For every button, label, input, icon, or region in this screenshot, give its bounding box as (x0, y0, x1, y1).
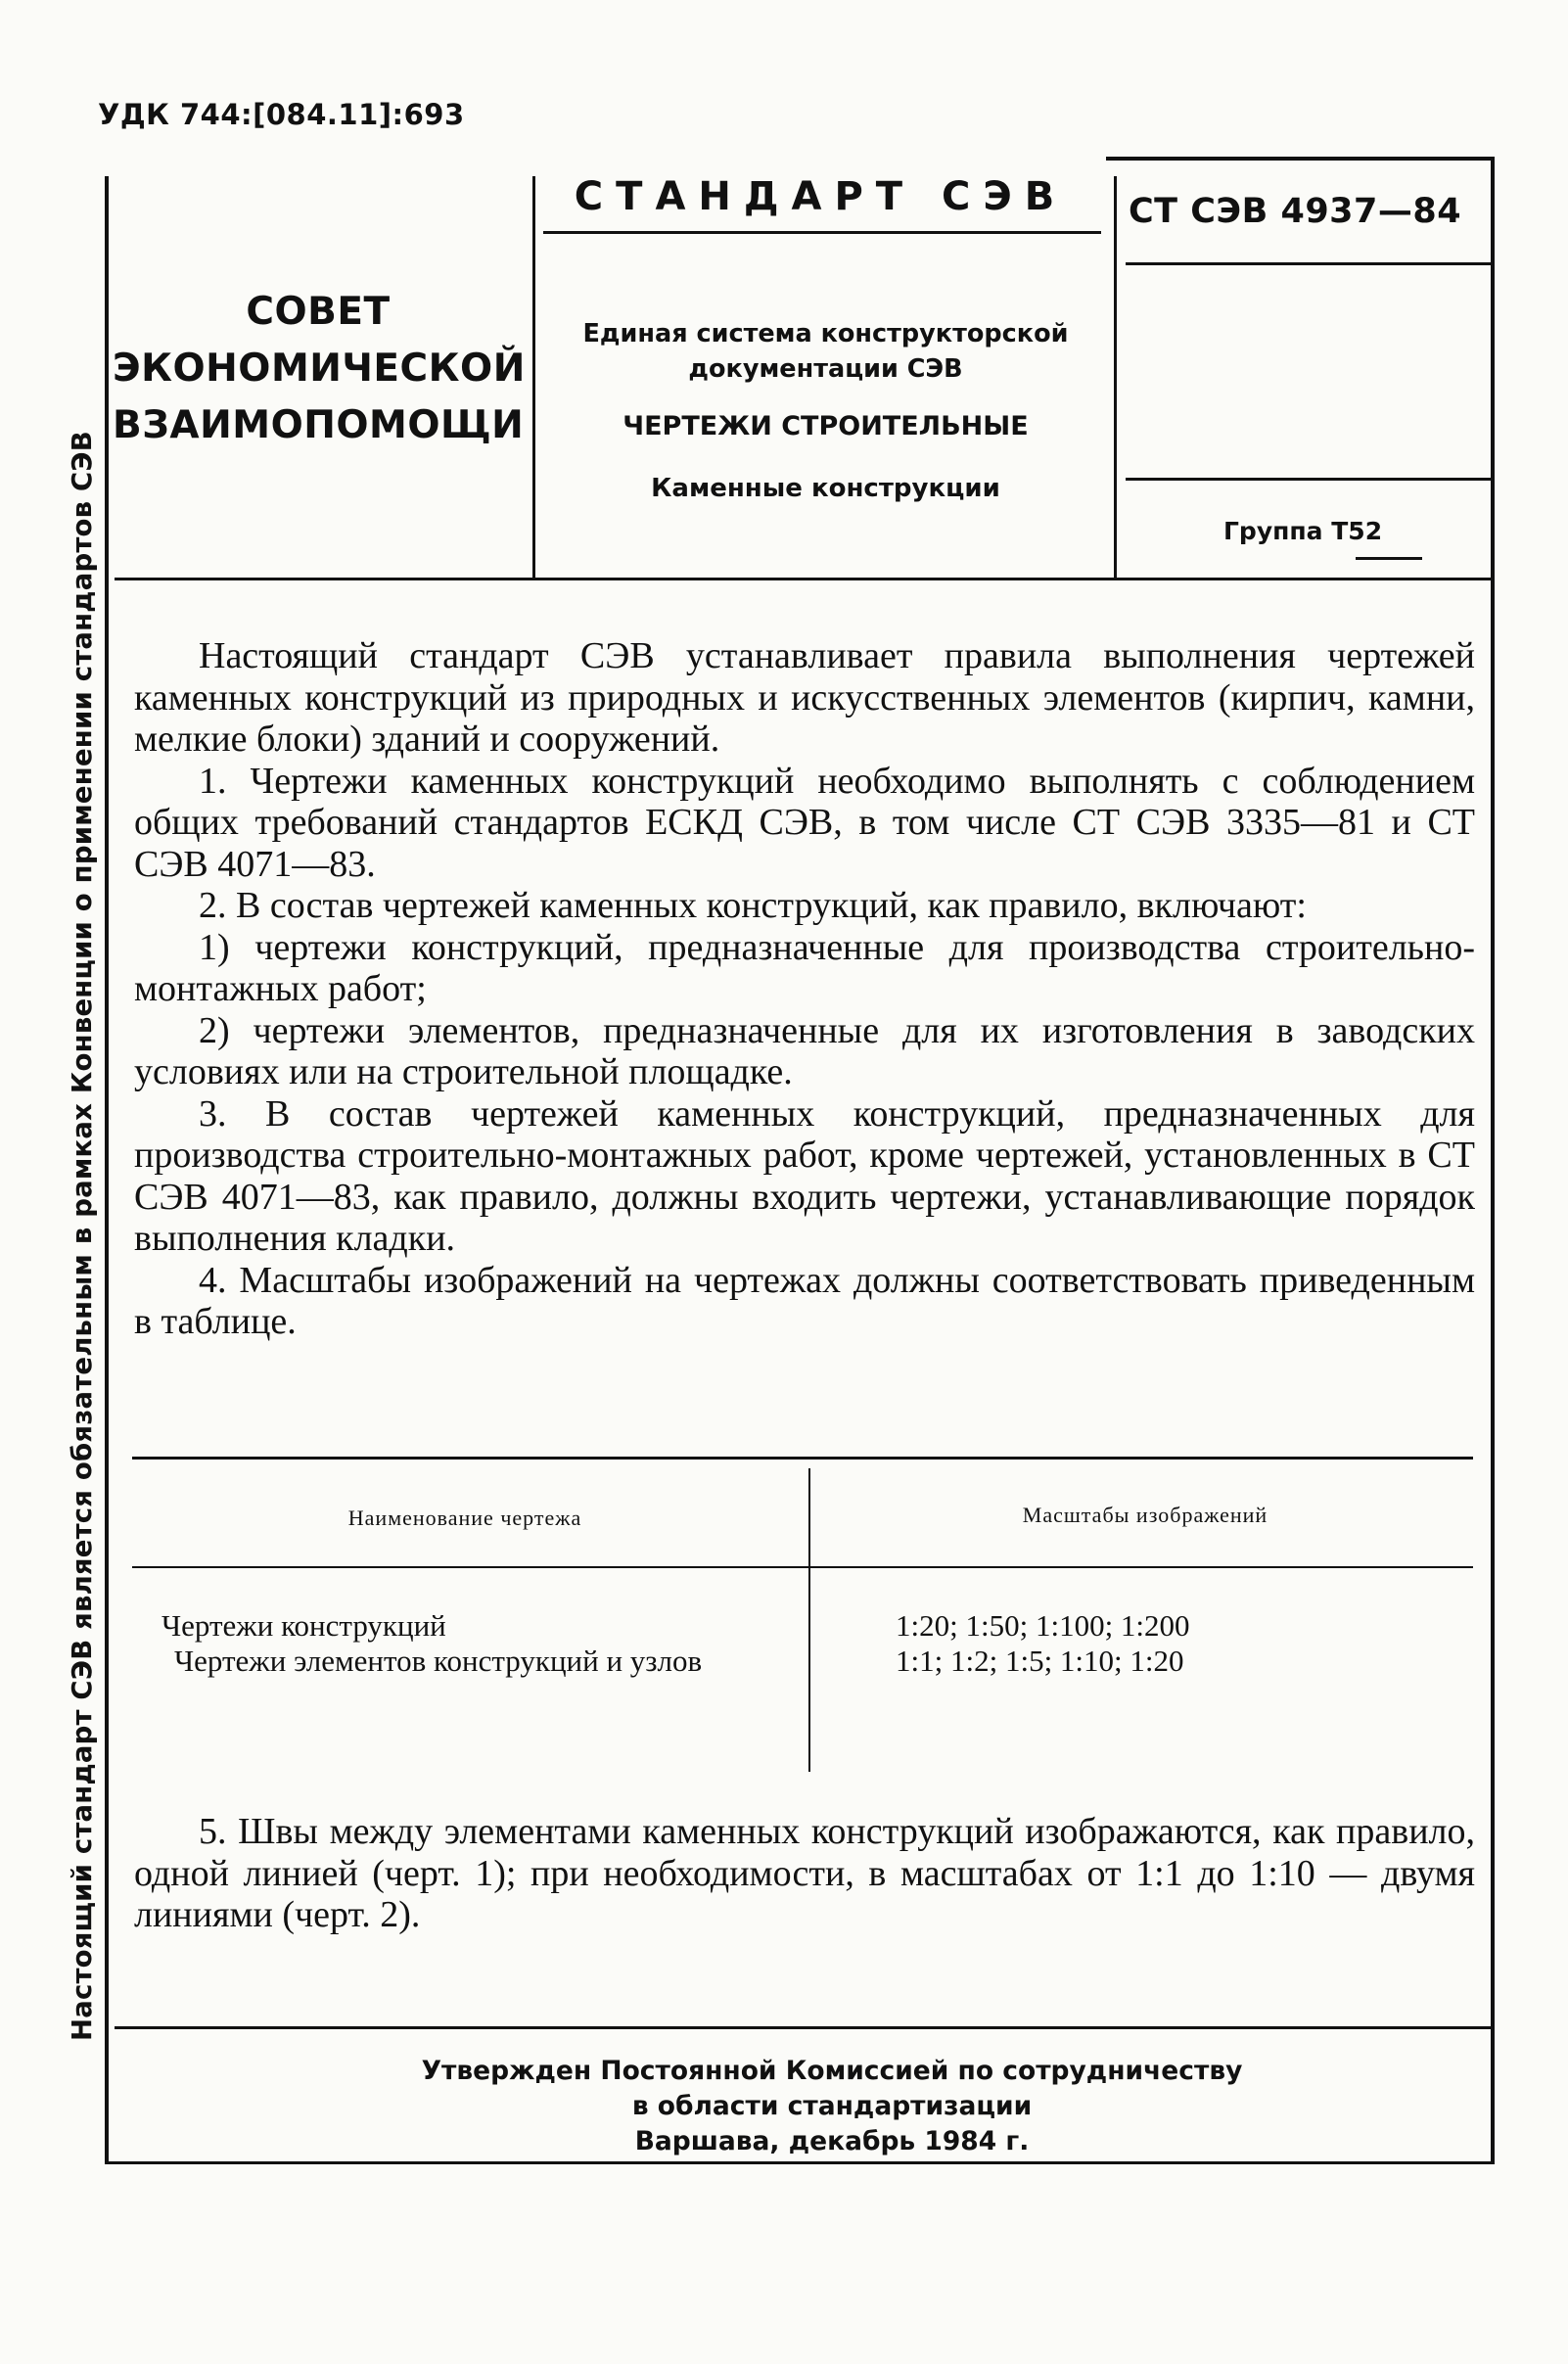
table-header-name: Наименование чертежа (347, 1506, 582, 1530)
table-cell-scales: 1:20; 1:50; 1:100; 1:200 (896, 1608, 1190, 1643)
frame-right-border (1491, 157, 1495, 2163)
table-top-line (132, 1457, 1473, 1460)
code-underline (1126, 262, 1491, 265)
standard-subtitle: Каменные конструкции (651, 474, 1000, 503)
group-underline (1356, 557, 1422, 560)
paragraph-2: 2. В состав чертежей каменных конструкций, как правило, включают: (199, 885, 1307, 926)
header-divider-2 (1114, 176, 1117, 578)
table-row: Чертежи конструкций (161, 1608, 446, 1643)
udk-code: УДК 744:[084.11]:693 (98, 98, 465, 131)
group-top-line (1126, 478, 1491, 481)
paragraph-2-2: 2) чертежи элементов, предназначенные для их изготовления в заводских условиях или на строительной площадке. (134, 1009, 1475, 1092)
standard-code: СТ СЭВ 4937—84 (1129, 192, 1462, 231)
standard-title: СТАНДАРТ СЭВ (574, 174, 1068, 219)
system-name: Единая система конструкторской документации СЭВ (582, 319, 1069, 384)
paragraph-5: 5. Швы между элементами каменных конструкций изображаются, как правило, одной линией (черт. 1); при необходимости, в масштабах от 1:1 до 1:10 — двумя линиями (черт. 2). (134, 1811, 1475, 1935)
body-text (134, 635, 1475, 1343)
table-row: Чертежи элементов конструкций и узлов (174, 1644, 703, 1678)
frame-top-right-line (1106, 157, 1495, 161)
vertical-side-note: Настоящий стандарт СЭВ является обязательным в рамках Конвенции о применении стандартов СЭВ (67, 431, 98, 2041)
table-column-divider (808, 1468, 810, 1772)
header-divider-1 (532, 176, 535, 578)
group-label: Группа Т52 (1223, 517, 1383, 545)
paragraph-2-1: 1) чертежи конструкций, предназначенные для производства строительно-монтажных работ; (134, 926, 1475, 1009)
body-text-after-table (134, 1811, 1475, 1936)
paragraph-3: 3. В состав чертежей каменных конструкций, предназначенных для производства строительно-монтажных работ, кроме чертежей, установленных в СТ СЭВ 4071—83, как правило, должны входить чертежи, устанавливающие порядок выполнения кладки. (134, 1092, 1475, 1259)
paragraph-1: 1. Чертежи каменных конструкций необходимо выполнять с соблюдением общих требований стандартов ЕСКД СЭВ, в том числе СТ СЭВ 3335—81 и СТ СЭВ 4071—83. (134, 760, 1475, 885)
table-cell-scales: 1:1; 1:2; 1:5; 1:10; 1:20 (896, 1644, 1184, 1678)
table-header-scales: Масштабы изображений (1022, 1503, 1268, 1527)
paragraph-intro: Настоящий стандарт СЭВ устанавливает правила выполнения чертежей каменных конструкций из природных и искусственных элементов (кирпич, камни, мелкие блоки) зданий и сооружений. (134, 635, 1475, 760)
council-name: СОВЕТ ЭКОНОМИЧЕСКОЙ ВЗАИМОПОМОЩИ (113, 290, 526, 447)
table-header-line (132, 1566, 1473, 1568)
approval-footer: Утвержден Постоянной Комиссией по сотрудничеству в области стандартизации Варшава, декабрь 1984 г. (421, 2056, 1243, 2156)
drawings-type: ЧЕРТЕЖИ СТРОИТЕЛЬНЫЕ (623, 411, 1029, 441)
header-bottom-line (115, 578, 1491, 580)
frame-bottom-line (105, 2161, 1495, 2164)
paragraph-4: 4. Масштабы изображений на чертежах должны соответствовать приведенным в таблице. (134, 1259, 1475, 1342)
frame-left-border (105, 176, 109, 2163)
title-underline (543, 231, 1101, 234)
footer-top-line (115, 2026, 1491, 2029)
